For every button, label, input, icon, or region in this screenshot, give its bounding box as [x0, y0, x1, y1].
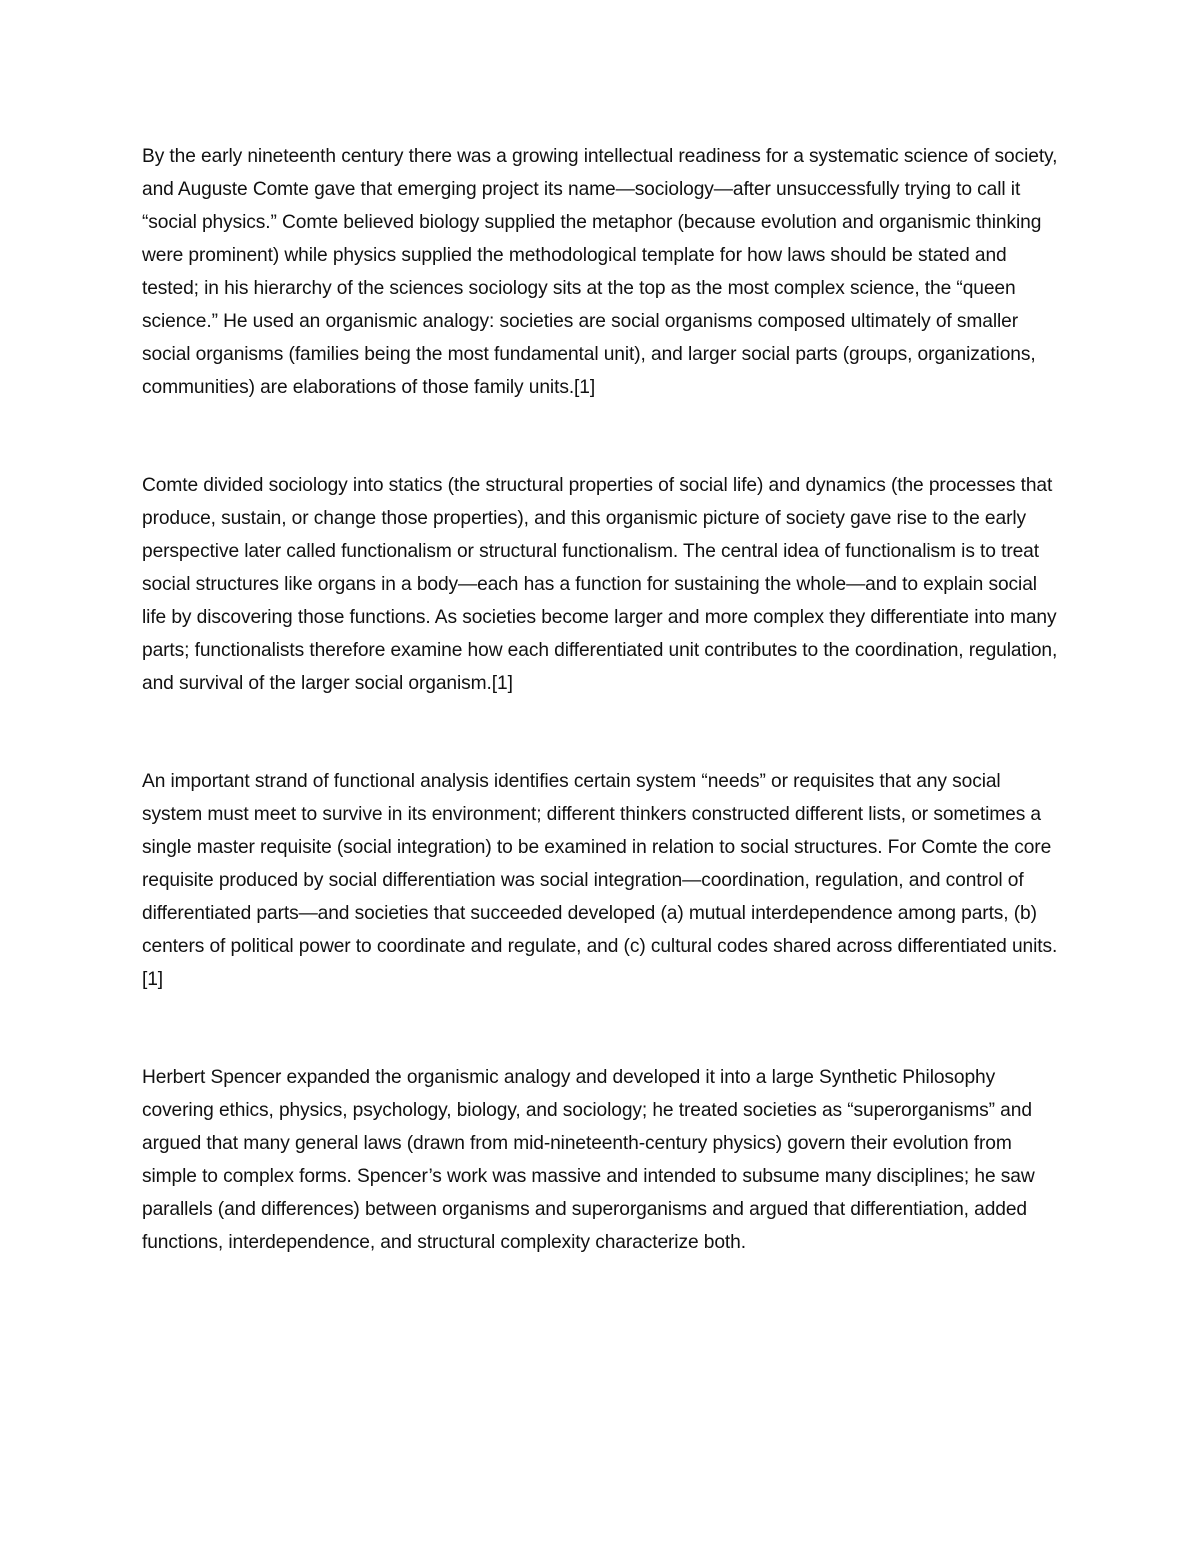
- paragraph-1: [142, 140, 1062, 404]
- citation-reference: [1]: [574, 377, 596, 398]
- paragraph-text: Herbert Spencer expanded the organismic analogy and developed it into a large Synthetic Philosophy covering ethics, physics, psychology, biology, and sociology; he treated societies as “superorganisms” and argued that many general laws (drawn from mid-nineteenth-century physics) govern their evolution from simple to complex forms. Spencer’s work was massive and intended to subsume many disciplines; he saw parallels (and differences) between organisms and superorganisms and argued that differentiation, added functions, interdependence, and structural complexity characterize both.: [142, 1067, 1035, 1253]
- paragraph-3: [142, 765, 1062, 996]
- paragraph-text: Comte divided sociology into statics (the structural properties of social life) and dynamics (the processes that produce, sustain, or change those properties), and this organismic picture of society gave rise to the early perspective later called functionalism or structural functionalism. The central idea of functionalism is to treat social structures like organs in a body—each has a function for sustaining the whole—and to explain social life by discovering those functions. As societies become larger and more complex they differentiate into many parts; functionalists therefore examine how each differentiated unit contributes to the coordination, regulation, and survival of the larger social organism.: [142, 475, 1058, 694]
- citation-reference: [1]: [142, 969, 164, 990]
- paragraph-text: By the early nineteenth century there was a growing intellectual readiness for a systematic science of society, and Auguste Comte gave that emerging project its name—sociology—after unsuccessfully trying to call it “social physics.” Comte believed biology supplied the metaphor (because evolution and organismic thinking were prominent) while physics supplied the methodological template for how laws should be stated and tested; in his hierarchy of the sciences sociology sits at the top as the most complex science, the “queen science.” He used an organismic analogy: societies are social organisms composed ultimately of smaller social organisms (families being the most fundamental unit), and larger social parts (groups, organizations, communities) are elaborations of those family units.: [142, 146, 1058, 398]
- document-body: [142, 140, 1062, 1324]
- paragraph-4: [142, 1061, 1062, 1259]
- paragraph-text: An important strand of functional analysis identifies certain system “needs” or requisites that any social system must meet to survive in its environment; different thinkers constructed different lists, or sometimes a single master requisite (social integration) to be examined in relation to social structures. For Comte the core requisite produced by social differentiation was social integration—coordination, regulation, and control of differentiated parts—and societies that succeeded developed (a) mutual interdependence among parts, (b) centers of political power to coordinate and regulate, and (c) cultural codes shared across differentiated units.: [142, 771, 1058, 957]
- paragraph-2: [142, 469, 1062, 700]
- citation-reference: [1]: [491, 673, 513, 694]
